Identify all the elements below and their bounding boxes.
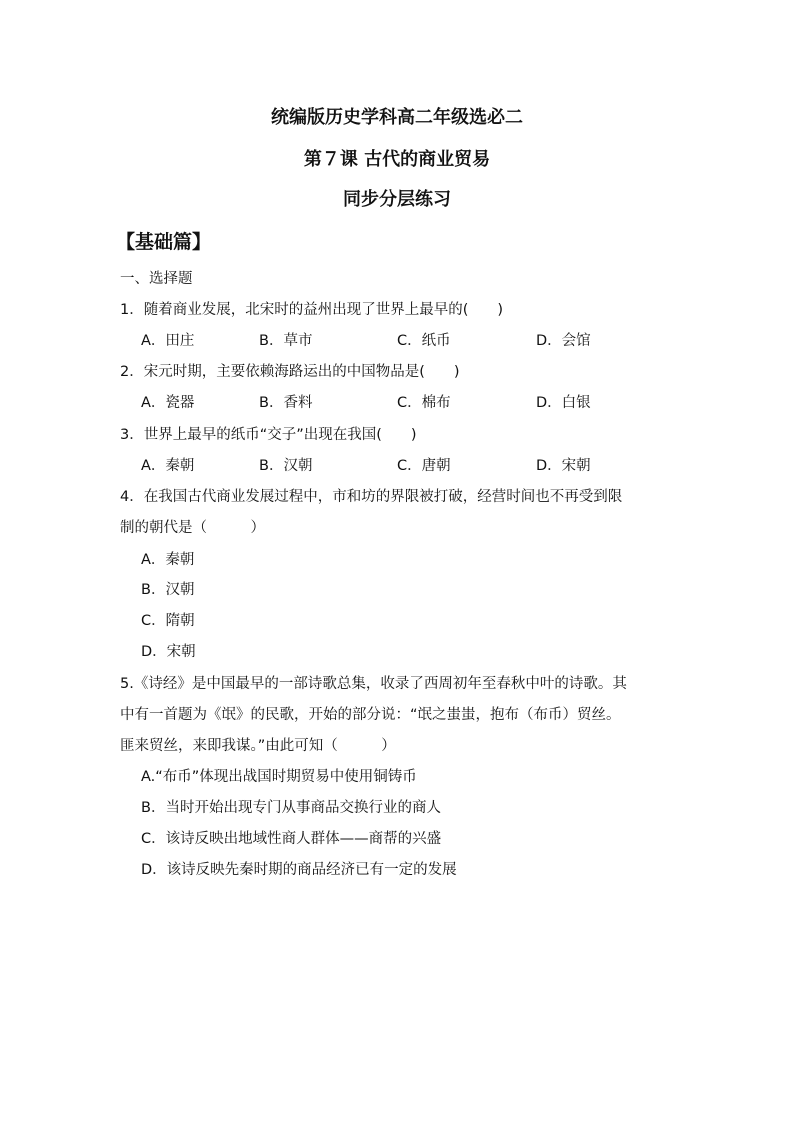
section-heading: 【基础篇】 [116, 231, 212, 253]
question-1-stem: 1．随着商业发展，北宋时的益州出现了世界上最早的( ) [120, 302, 504, 318]
question-2-options [141, 393, 661, 413]
lesson-title: 第７课 古代的商业贸易 [303, 149, 491, 170]
question-2-option-b: B．香料 [259, 395, 313, 411]
question-5-stem-line-2: 中有一首题为《氓》的民歌，开始的部分说：“氓之蚩蚩，抱布（布币）贸丝。 [120, 707, 621, 723]
question-1-option-b: B．草市 [259, 333, 313, 349]
question-4-stem-line-1: 4．在我国古代商业发展过程中，市和坊的界限被打破，经营时间也不再受到限 [120, 489, 623, 505]
question-2-option-a: A．瓷器 [141, 395, 195, 411]
question-5-option-a: A.“布币”体现出战国时期贸易中使用铜铸币 [141, 769, 417, 785]
question-2-option-d: D．白银 [536, 395, 591, 411]
question-4-option-d: D．宋朝 [141, 644, 196, 660]
question-type-heading: 一、选择题 [120, 271, 193, 287]
question-5-option-c: C．该诗反映出地域性商人群体——商帮的兴盛 [141, 831, 442, 847]
question-1-options [141, 331, 661, 351]
question-3-option-c: C．唐朝 [397, 458, 451, 474]
question-4-option-b: B．汉朝 [141, 582, 195, 598]
question-3-option-b: B．汉朝 [259, 458, 313, 474]
question-2-option-c: C．棉布 [397, 395, 451, 411]
question-5-option-b: B．当时开始出现专门从事商品交换行业的商人 [141, 800, 441, 816]
question-4-stem-line-2: 制的朝代是（ ） [120, 520, 265, 536]
question-3-options [141, 456, 661, 476]
question-3-option-a: A．秦朝 [141, 458, 195, 474]
question-5-stem-line-1: 5.《诗经》是中国最早的一部诗歌总集，收录了西周初年至春秋中叶的诗歌。其 [120, 676, 627, 692]
document-title: 统编版历史学科高二年级选必二 [271, 107, 523, 128]
exercise-title: 同步分层练习 [343, 189, 451, 210]
question-1-option-a: A．田庄 [141, 333, 195, 349]
question-1-option-c: C．纸币 [397, 333, 451, 349]
question-3-stem: 3．世界上最早的纸币“交子”出现在我国( ) [120, 427, 417, 443]
question-3-option-d: D．宋朝 [536, 458, 591, 474]
question-5-stem-line-3: 匪来贸丝，来即我谋。”由此可知（ ） [120, 738, 396, 754]
question-4-option-a: A．秦朝 [141, 552, 195, 568]
question-4-option-c: C．隋朝 [141, 613, 195, 629]
question-2-stem: 2．宋元时期，主要依赖海路运出的中国物品是( ) [120, 364, 460, 380]
question-1-option-d: D．会馆 [536, 333, 591, 349]
question-5-option-d: D．该诗反映先秦时期的商品经济已有一定的发展 [141, 862, 457, 878]
